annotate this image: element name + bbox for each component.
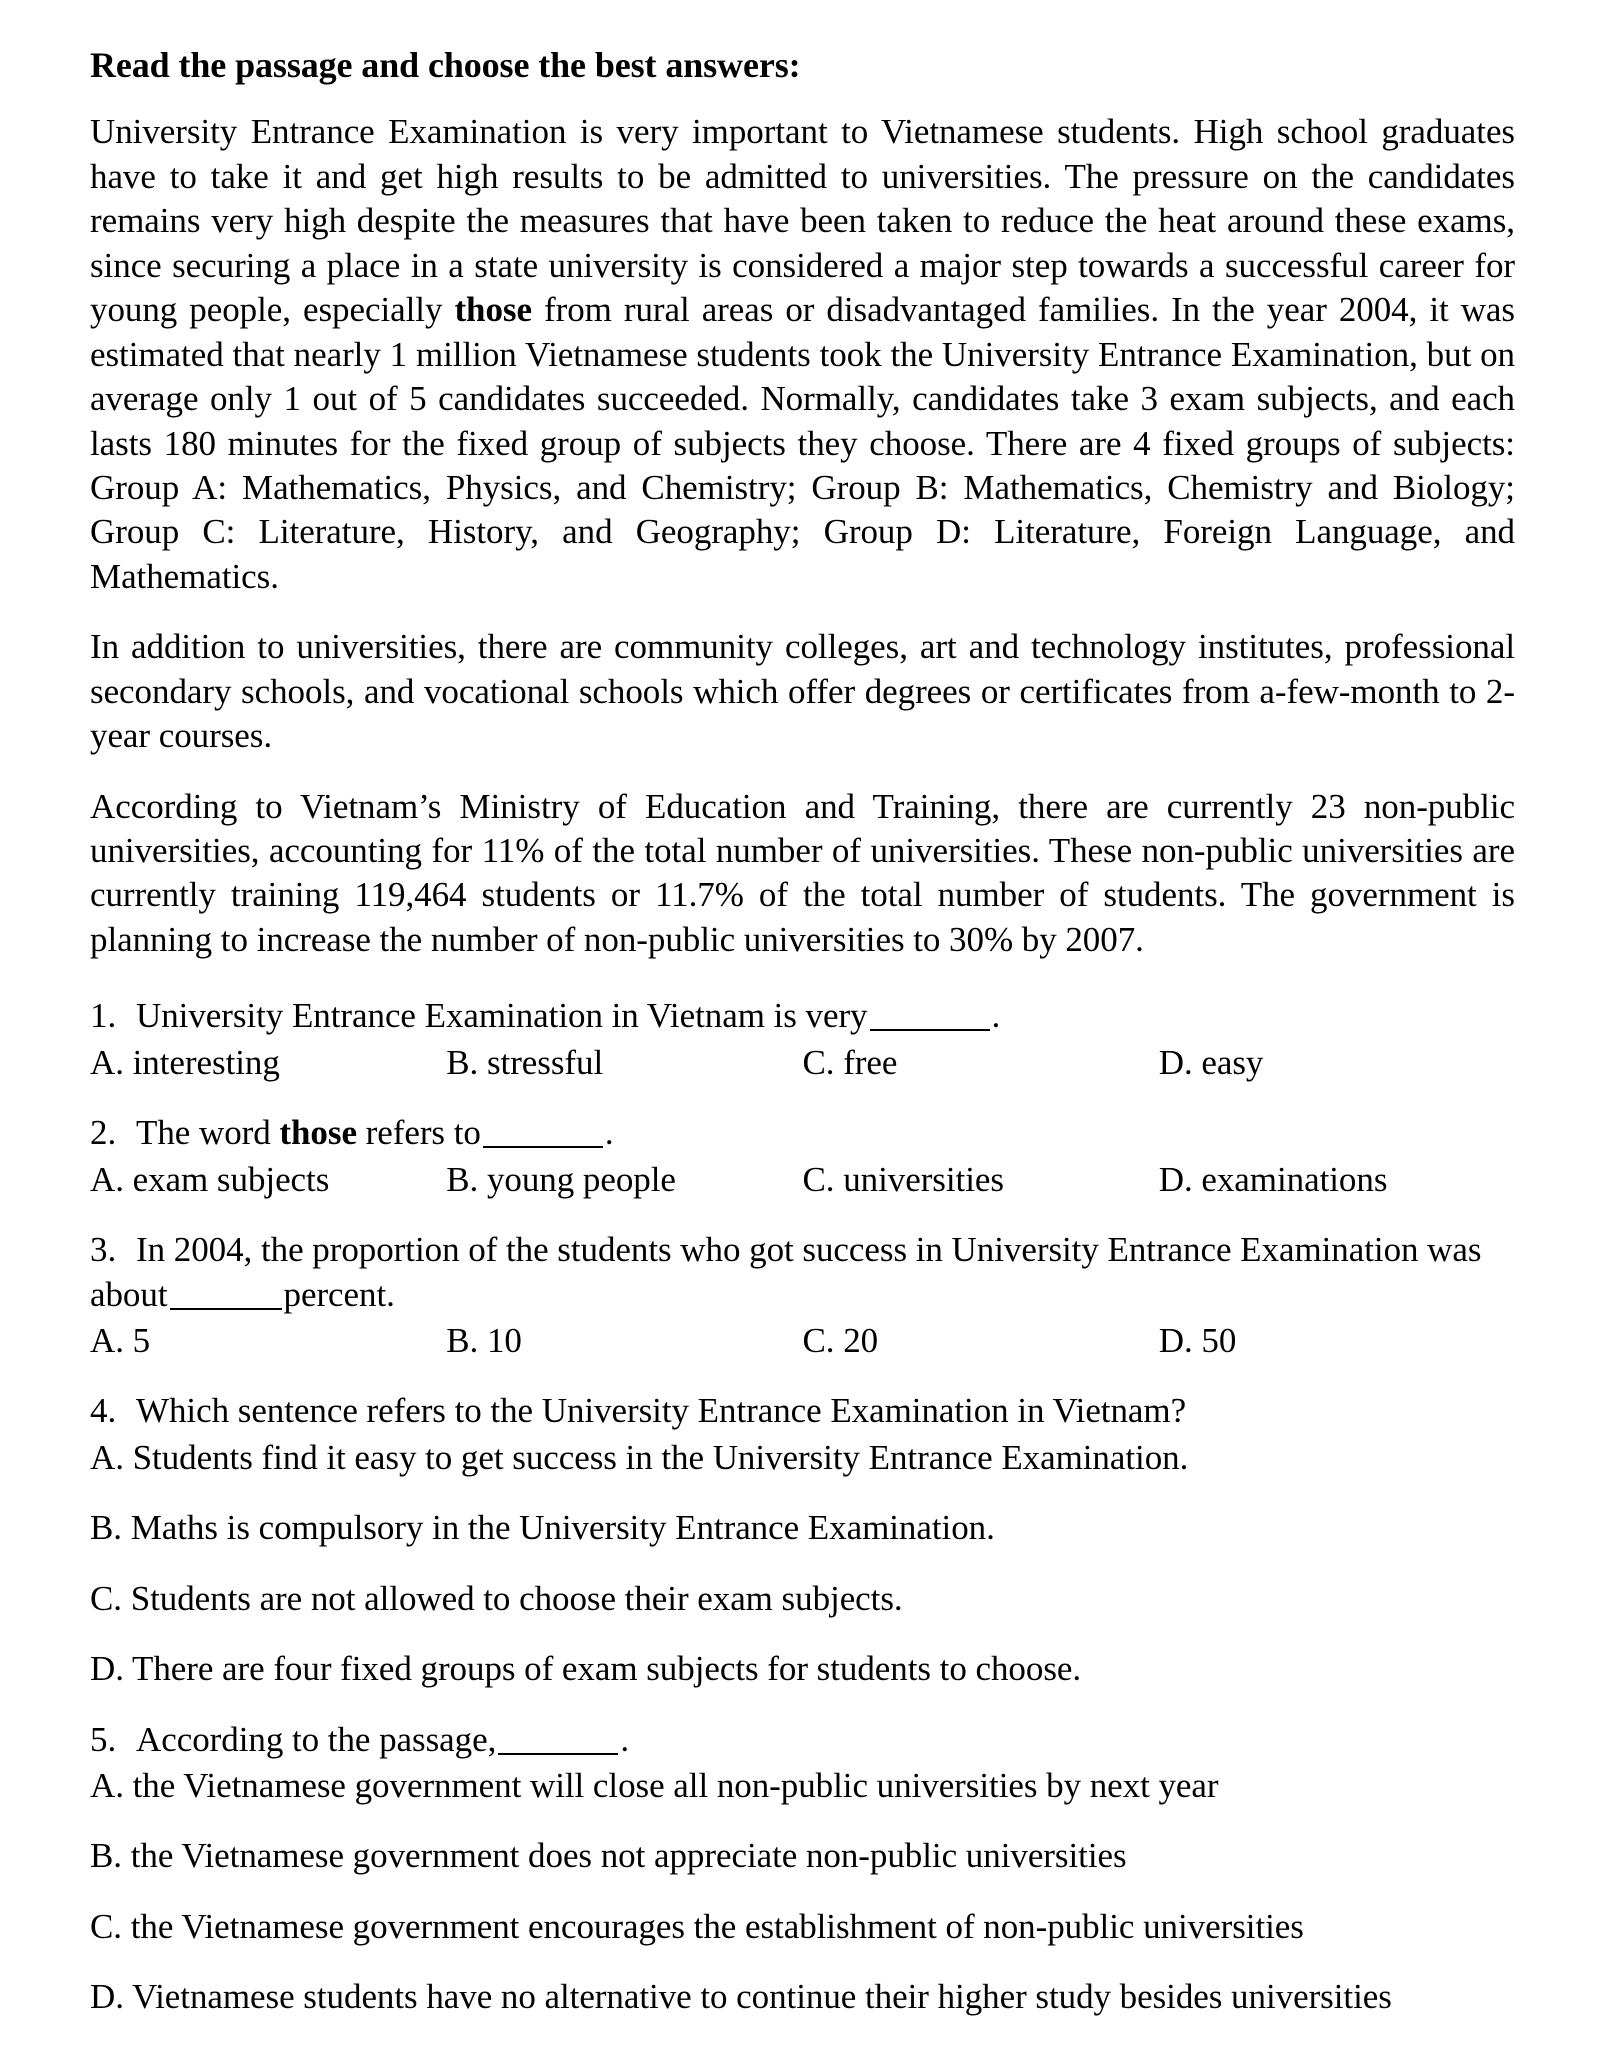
question-2-option-d[interactable]: D. examinations	[1158, 1159, 1388, 1199]
question-2-blank	[483, 1146, 603, 1148]
question-2-stem-end: .	[604, 1113, 614, 1153]
question-5-option-a[interactable]: A. the Vietnamese government will close all non-public universities by next year	[90, 1766, 1219, 1806]
question-3-option-d[interactable]: D. 50	[1158, 1320, 1237, 1360]
question-2	[90, 1111, 1515, 1202]
question-2-option-c[interactable]: C. universities	[802, 1159, 1004, 1199]
question-3-stem-end: percent.	[283, 1274, 395, 1314]
question-2-option-b[interactable]: B. young people	[446, 1159, 676, 1199]
question-1-option-d[interactable]: D. easy	[1158, 1042, 1264, 1082]
passage-paragraph-2: In addition to universities, there are community colleges, art and technology institutes, professional secondary schools, and vocational schools which offer degrees or certificates from a-few-month to 2-year courses.	[90, 627, 1515, 756]
question-1-number: 1.	[90, 996, 117, 1036]
question-2-option-a[interactable]: A. exam subjects	[90, 1159, 330, 1199]
question-1	[90, 994, 1515, 1085]
question-5-option-d[interactable]: D. Vietnamese students have no alternative to continue their higher study besides universities	[90, 1977, 1392, 2017]
question-4-stem-text: Which sentence refers to the University Entrance Examination in Vietnam?	[136, 1391, 1187, 1431]
passage-p1-text-after-bold: from rural areas or disadvantaged families. In the year 2004, it was estimated that nearly 1 million Vietnamese students took the University Entrance Examination, but on average only 1 out of 5 candidates succeeded. Normally, candidates take 3 exam subjects, and each lasts 180 minutes for the fixed group of subjects they choose. There are 4 fixed groups of subjects: Group A: Mathematics, Physics, and Chemistry; Group B: Mathematics, Chemistry and Biology; Group C: Literature, History, and Geography; Group D: Literature, Foreign Language, and Mathematics.	[90, 290, 1515, 596]
question-3-stem	[90, 1228, 1515, 1317]
question-1-option-c[interactable]: C. free	[802, 1042, 898, 1082]
question-5-option-b[interactable]: B. the Vietnamese government does not appreciate non-public universities	[90, 1836, 1127, 1876]
question-1-blank	[870, 1029, 990, 1031]
question-2-options	[90, 1158, 1515, 1202]
passage-paragraph-1	[90, 110, 1515, 599]
passage-p1-text-before-bold: University Entrance Examination is very important to Vietnamese students. High school graduates have to take it and get high results to be admitted to universities. The pressure on the candidates remains very high despite the measures that have been taken to reduce the heat around these exams, since securing a place in a state university is considered a major step towards a successful career for young people, especially	[90, 112, 1515, 330]
question-3-option-c[interactable]: C. 20	[802, 1320, 879, 1360]
question-1-option-a[interactable]: A. interesting	[90, 1042, 280, 1082]
question-5-option-c[interactable]: C. the Vietnamese government encourages the establishment of non-public universities	[90, 1906, 1304, 1946]
question-4-stem	[90, 1389, 1515, 1433]
question-5-options	[90, 1764, 1515, 2020]
question-4-number: 4.	[90, 1391, 117, 1431]
question-3-number: 3.	[90, 1230, 117, 1270]
question-4-option-b[interactable]: B. Maths is compulsory in the University Entrance Examination.	[90, 1508, 995, 1548]
question-5-stem	[90, 1718, 1515, 1762]
question-3-stem-text: In 2004, the proportion of the students who got success in University Entrance Examination was about	[90, 1230, 1482, 1314]
questions-section	[90, 994, 1515, 2019]
question-2-stem-mid: refers to	[356, 1113, 481, 1153]
question-4-option-c[interactable]: C. Students are not allowed to choose their exam subjects.	[90, 1578, 903, 1618]
question-1-stem	[90, 994, 1515, 1038]
question-5	[90, 1718, 1515, 2020]
question-5-stem-text: According to the passage,	[136, 1719, 497, 1759]
question-2-bold-word: those	[279, 1113, 357, 1153]
question-3-option-b[interactable]: B. 10	[446, 1320, 522, 1360]
question-3	[90, 1228, 1515, 1363]
question-2-stem-text: The word	[136, 1113, 280, 1153]
question-3-options	[90, 1319, 1515, 1363]
question-4-options	[90, 1436, 1515, 1692]
page-title: Read the passage and choose the best answers:	[90, 45, 801, 85]
question-3-option-a[interactable]: A. 5	[90, 1320, 151, 1360]
question-2-stem	[90, 1111, 1515, 1155]
passage-p1-bold-word: those	[454, 290, 532, 330]
question-1-stem-end: .	[991, 996, 1001, 1036]
question-3-blank	[170, 1308, 282, 1310]
question-5-stem-end: .	[620, 1719, 630, 1759]
question-5-number: 5.	[90, 1719, 117, 1759]
question-1-stem-text: University Entrance Examination in Vietnam is very	[136, 996, 868, 1036]
question-4-option-d[interactable]: D. There are four fixed groups of exam subjects for students to choose.	[90, 1649, 1082, 1689]
question-1-options	[90, 1041, 1515, 1085]
document-content	[90, 44, 1515, 2020]
question-4	[90, 1389, 1515, 1691]
passage-paragraph-3: According to Vietnam’s Ministry of Education and Training, there are currently 23 non-public universities, accounting for 11% of the total number of universities. These non-public universities are currently training 119,464 students or 11.7% of the total number of students. The government is planning to increase the number of non-public universities to 30% by 2007.	[90, 786, 1515, 959]
question-2-number: 2.	[90, 1113, 117, 1153]
question-5-blank	[498, 1753, 618, 1755]
question-4-option-a[interactable]: A. Students find it easy to get success in the University Entrance Examination.	[90, 1437, 1189, 1477]
question-1-option-b[interactable]: B. stressful	[446, 1042, 604, 1082]
